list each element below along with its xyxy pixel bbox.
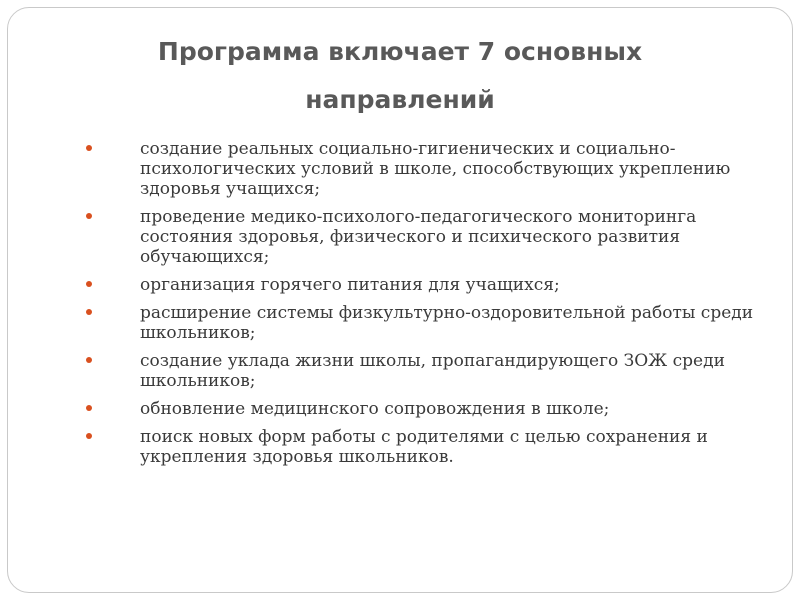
bullet-dot-icon [86,433,92,439]
bullet-dot-icon [86,357,92,363]
bullet-list [86,139,766,475]
bullet-text: расширение системы физкультурно-оздоровительной работы среди школьников; [140,303,754,343]
bullet-dot-icon [86,213,92,219]
bullet-item [86,303,766,343]
bullet-item [86,351,766,391]
bullet-dot-icon [86,405,92,411]
bullet-item [86,427,766,467]
bullet-item [86,275,766,295]
bullet-dot-icon [86,281,92,287]
bullet-text: организация горячего питания для учащихся; [140,275,560,295]
bullet-dot-icon [86,145,92,151]
bullet-text: создание уклада жизни школы, пропагандирующего ЗОЖ среди школьников; [140,351,725,391]
bullet-text: проведение медико-психолого-педагогического мониторинга состояния здоровья, физического и психического развития обучающихся; [140,207,697,267]
bullet-text: обновление медицинского сопровождения в школе; [140,399,610,419]
slide-title: Программа включает 7 основных направлений [157,37,643,114]
bullet-dot-icon [86,309,92,315]
bullet-item [86,399,766,419]
bullet-text: поиск новых форм работы с родителями с целью сохранения и укрепления здоровья школьников. [140,427,708,467]
bullet-text: создание реальных социально-гигиенических и социально-психологических условий в школе, способствующих укреплению здоровья учащихся; [140,139,731,199]
bullet-item [86,207,766,267]
bullet-item [86,139,766,199]
